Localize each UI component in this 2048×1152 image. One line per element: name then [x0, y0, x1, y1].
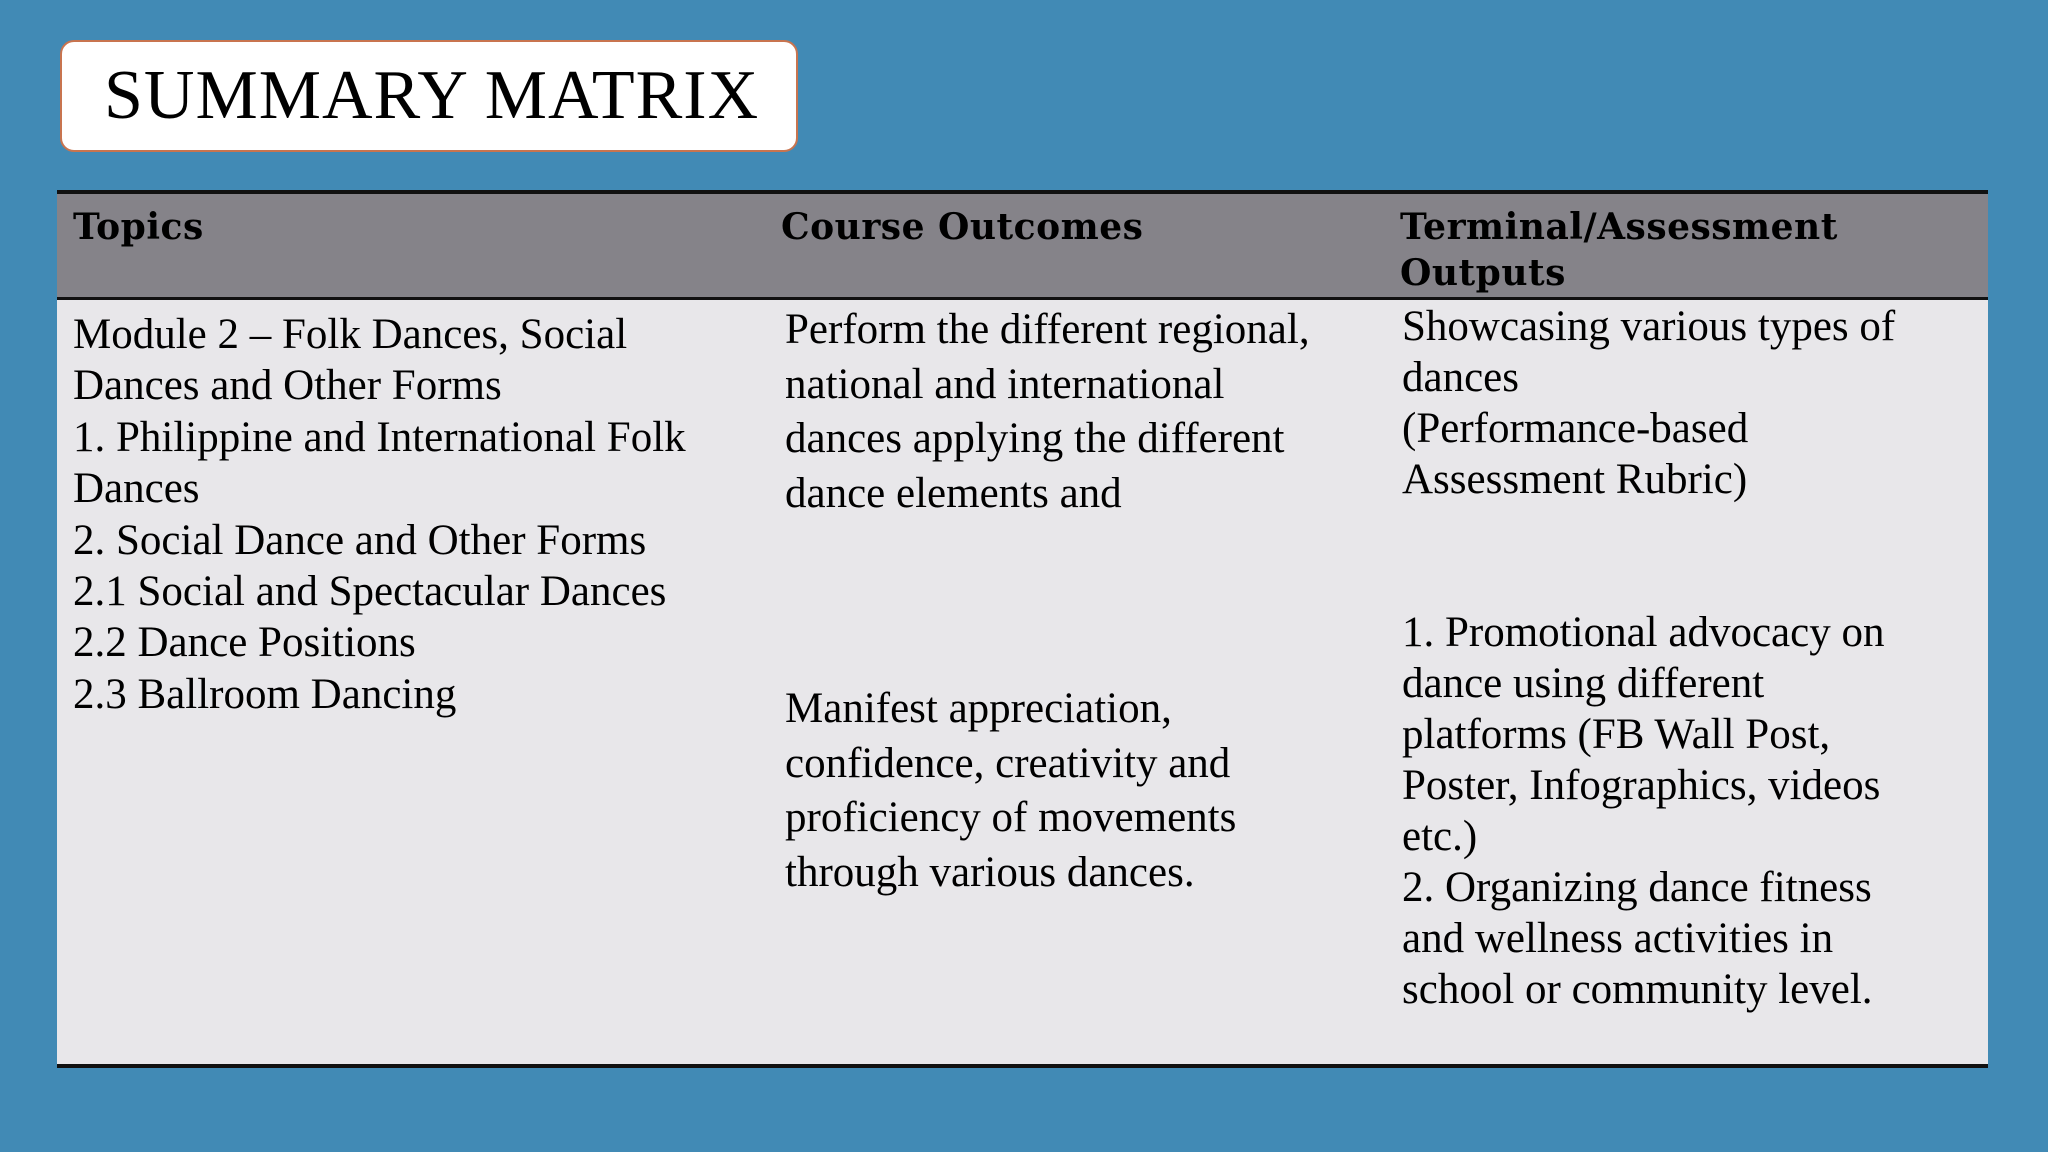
output-line: 1. Promotional advocacy on	[1402, 609, 1885, 656]
topics-line: 2.1 Social and Spectacular Dances	[73, 568, 667, 616]
outcome-line: proficiency of movements	[785, 794, 1237, 841]
output-line: dance using different	[1402, 660, 1765, 707]
title-box	[60, 40, 798, 152]
output-line: dances	[1402, 354, 1519, 401]
assessment-output-2	[1402, 607, 1884, 1015]
output-line: Assessment Rubric)	[1402, 456, 1748, 503]
outcome-line: confidence, creativity and	[785, 739, 1231, 787]
topics-line: Dances and Other Forms	[73, 362, 502, 410]
topics-line: 2. Social Dance and Other Forms	[73, 516, 647, 564]
output-line: (Performance-based	[1402, 405, 1749, 452]
course-outcome-2	[785, 682, 1236, 900]
topics-line: Dances	[73, 465, 200, 513]
output-line: school or community level.	[1402, 966, 1873, 1013]
table-header-row	[57, 194, 1988, 300]
output-line: Poster, Infographics, videos	[1402, 762, 1881, 809]
header-outputs-line-2: Outputs	[1400, 252, 1566, 294]
topics-cell	[73, 309, 686, 720]
outcome-line: through various dances.	[785, 848, 1195, 896]
header-topics: Topics	[73, 206, 204, 248]
output-line: 2. Organizing dance fitness	[1402, 864, 1872, 911]
course-outcome-1	[785, 303, 1310, 521]
summary-matrix-table	[57, 190, 1988, 1068]
outcome-line: dance elements and	[785, 469, 1122, 517]
topics-line: 1. Philippine and International Folk	[73, 413, 686, 461]
assessment-output-1	[1402, 301, 1895, 505]
header-outputs-line-1: Terminal/Assessment	[1400, 206, 1838, 248]
output-line: platforms (FB Wall Post,	[1402, 711, 1831, 758]
output-line: and wellness activities in	[1402, 915, 1834, 962]
outcome-line: national and international	[785, 360, 1225, 408]
topics-line: Module 2 – Folk Dances, Social	[73, 311, 628, 358]
output-line: Showcasing various types of	[1402, 303, 1896, 350]
topics-line: 2.2 Dance Positions	[73, 619, 416, 667]
header-course-outcomes: Course Outcomes	[781, 206, 1144, 248]
output-line: etc.)	[1402, 813, 1478, 860]
header-terminal-assessment-outputs	[1400, 204, 1980, 296]
outcome-line: Manifest appreciation,	[785, 685, 1172, 732]
outcome-line: Perform the different regional,	[785, 306, 1310, 353]
topics-line: 2.3 Ballroom Dancing	[73, 670, 457, 718]
slide-title: SUMMARY MATRIX	[104, 57, 760, 134]
outcome-line: dances applying the different	[785, 415, 1285, 462]
